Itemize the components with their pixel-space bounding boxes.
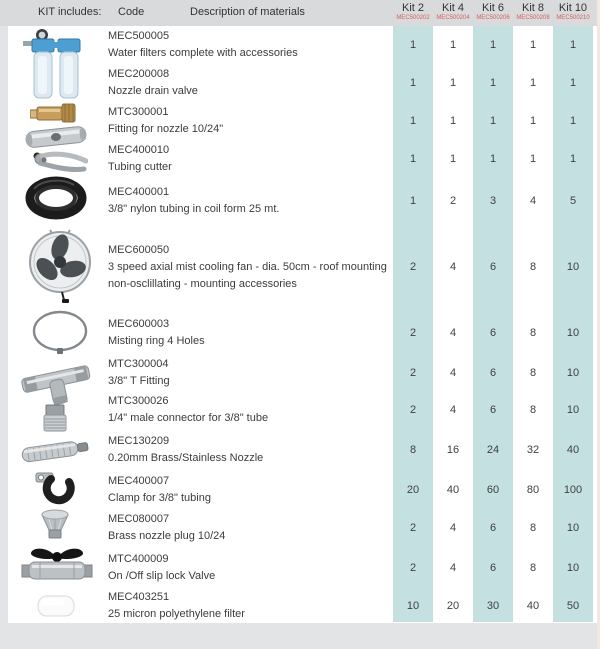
item-description: 3 speed axial mist cooling fan - dia. 50cm - roof mounting non-osclillating - mounting accessories (108, 260, 387, 290)
table-row-tubing-cutter (0, 140, 600, 178)
table-row-t-fitting (0, 355, 600, 390)
qty-kit6: 6 (473, 355, 513, 390)
qty-kit8: 80 (526, 484, 540, 496)
qty-kit4: 1 (449, 39, 457, 51)
qty-kit4: 4 (449, 366, 457, 379)
qty-kit10: 40 (553, 430, 593, 470)
qty-kit6: 1 (473, 140, 513, 178)
table-row-male-connector (0, 390, 600, 430)
item-code: MTC300004 (108, 357, 169, 370)
qty-kit6: 6 (473, 311, 513, 355)
qty-kit4: 4 (449, 404, 457, 416)
description-column-label: Description of materials (190, 6, 305, 18)
item-code: MEC200008 (108, 68, 170, 80)
item-description: Brass nozzle plug 10/24 (108, 530, 226, 542)
item-description: 3/8" T Fitting (108, 374, 170, 387)
qty-kit10: 10 (553, 546, 593, 590)
qty-kit10: 1 (553, 140, 593, 178)
table-row-tubing-coil (0, 178, 600, 223)
qty-kit4: 16 (446, 444, 460, 456)
kit10-column-header (553, 2, 593, 23)
qty-kit2: 2 (393, 390, 433, 430)
table-row-tubing-clamp (0, 470, 600, 510)
item-description: Fitting for nozzle 10/24" (108, 123, 224, 135)
qty-kit6: 1 (473, 102, 513, 140)
qty-kit8: 8 (529, 404, 537, 416)
kit8-name: Kit 8 (521, 2, 544, 14)
item-description: 0.20mm Brass/Stainless Nozzle (108, 452, 264, 464)
table-row-polyethylene-filter (0, 590, 600, 622)
qty-kit4: 40 (446, 484, 460, 496)
item-code: MEC600003 (108, 318, 170, 330)
qty-kit8: 1 (529, 115, 537, 127)
kit8-column-header (513, 2, 553, 23)
item-description: Tubing cutter (108, 161, 172, 173)
kit2-code: MEC500202 (396, 15, 430, 21)
qty-kit8: 8 (529, 522, 537, 534)
item-description: 3/8" nylon tubing in coil form 25 mt. (108, 202, 280, 215)
qty-kit8: 1 (529, 39, 537, 51)
qty-kit6: 30 (473, 590, 513, 622)
page-bottom-margin (0, 623, 600, 649)
qty-kit2: 8 (393, 430, 433, 470)
item-description: Water filters complete with accessories (108, 47, 298, 59)
item-code: MEC500005 (108, 30, 170, 42)
item-code: MEC400010 (108, 144, 170, 156)
item-description: 1/4" male connector for 3/8" tube (108, 412, 269, 424)
qty-kit6: 6 (473, 223, 513, 311)
code-column-label: Code (118, 6, 145, 18)
table-row-nozzle-fitting (0, 102, 600, 140)
item-code: MTC300001 (108, 106, 169, 118)
qty-kit6: 1 (473, 64, 513, 102)
kit4-code: MEC500204 (436, 15, 470, 21)
qty-kit8: 40 (526, 600, 540, 612)
qty-kit6: 24 (473, 430, 513, 470)
qty-kit2: 1 (393, 140, 433, 178)
kit8-code: MEC500208 (516, 15, 550, 21)
qty-kit6: 3 (473, 178, 513, 223)
item-code: MEC130209 (108, 435, 170, 447)
qty-kit10: 10 (553, 223, 593, 311)
qty-kit2: 2 (393, 223, 433, 311)
table-row-water-filters (0, 26, 600, 64)
item-code: MEC400001 (108, 185, 170, 198)
qty-kit4: 20 (446, 600, 460, 612)
qty-kit2: 1 (393, 26, 433, 64)
qty-kit8: 8 (529, 562, 537, 574)
qty-kit2: 1 (393, 102, 433, 140)
qty-kit8: 1 (529, 77, 537, 89)
kit10-name: Kit 10 (558, 2, 588, 14)
qty-kit2: 2 (393, 311, 433, 355)
qty-kit4: 1 (449, 153, 457, 165)
qty-kit10: 10 (553, 355, 593, 390)
qty-kit4: 4 (449, 261, 457, 273)
qty-kit2: 2 (393, 510, 433, 546)
qty-kit4: 4 (449, 562, 457, 574)
qty-kit8: 4 (529, 194, 537, 207)
qty-kit6: 60 (473, 470, 513, 510)
item-description: On /Off slip lock Valve (108, 570, 216, 582)
qty-kit8: 1 (529, 153, 537, 165)
qty-kit10: 100 (553, 470, 593, 510)
item-description: 25 micron polyethylene filter (108, 608, 245, 620)
qty-kit6: 6 (473, 546, 513, 590)
qty-kit10: 1 (553, 102, 593, 140)
kit2-column-header (393, 2, 433, 23)
qty-kit10: 1 (553, 64, 593, 102)
kit6-code: MEC500206 (476, 15, 510, 21)
qty-kit2: 20 (393, 470, 433, 510)
qty-kit2: 1 (393, 178, 433, 223)
qty-kit4: 4 (449, 522, 457, 534)
kit10-code: MEC500210 (556, 15, 590, 21)
qty-kit4: 1 (449, 77, 457, 89)
item-description: Nozzle drain valve (108, 85, 198, 97)
table-row-cooling-fan (0, 223, 600, 311)
qty-kit10: 50 (553, 590, 593, 622)
qty-kit2: 10 (393, 590, 433, 622)
qty-kit2: 2 (393, 355, 433, 390)
item-code: MEC403251 (108, 591, 170, 603)
qty-kit6: 6 (473, 390, 513, 430)
item-code: MEC600050 (108, 243, 170, 256)
table-row-brass-nozzle (0, 430, 600, 470)
kit-includes-label: KIT includes: (38, 6, 102, 18)
kit4-column-header (433, 2, 473, 23)
qty-kit8: 8 (529, 261, 537, 273)
qty-kit4: 2 (449, 194, 457, 207)
catalog-table (0, 26, 600, 622)
qty-kit6: 6 (473, 510, 513, 546)
table-header (0, 0, 600, 26)
item-code: MEC400007 (108, 475, 170, 487)
qty-kit10: 10 (553, 390, 593, 430)
kit2-name: Kit 2 (401, 2, 424, 14)
qty-kit10: 10 (553, 510, 593, 546)
table-row-nozzle-plug (0, 510, 600, 546)
table-row-misting-ring (0, 311, 600, 355)
item-description: Misting ring 4 Holes (108, 335, 205, 347)
qty-kit6: 1 (473, 26, 513, 64)
qty-kit4: 1 (449, 115, 457, 127)
qty-kit10: 1 (553, 26, 593, 64)
table-row-drain-valve (0, 64, 600, 102)
qty-kit8: 8 (529, 327, 537, 339)
kit6-column-header (473, 2, 513, 23)
kit4-name: Kit 4 (441, 2, 464, 14)
item-description: Clamp for 3/8" tubing (108, 492, 211, 504)
qty-kit2: 1 (393, 64, 433, 102)
qty-kit10: 10 (553, 311, 593, 355)
item-code: MTC400009 (108, 553, 169, 565)
table-row-slip-lock-valve (0, 546, 600, 590)
kit6-name: Kit 6 (481, 2, 504, 14)
item-code: MEC080007 (108, 513, 170, 525)
qty-kit4: 4 (449, 327, 457, 339)
page-left-margin (0, 26, 8, 623)
item-code: MTC300026 (108, 395, 169, 407)
qty-kit2: 2 (393, 546, 433, 590)
qty-kit8: 8 (529, 366, 537, 379)
qty-kit8: 32 (526, 444, 540, 456)
qty-kit10: 5 (553, 178, 593, 223)
